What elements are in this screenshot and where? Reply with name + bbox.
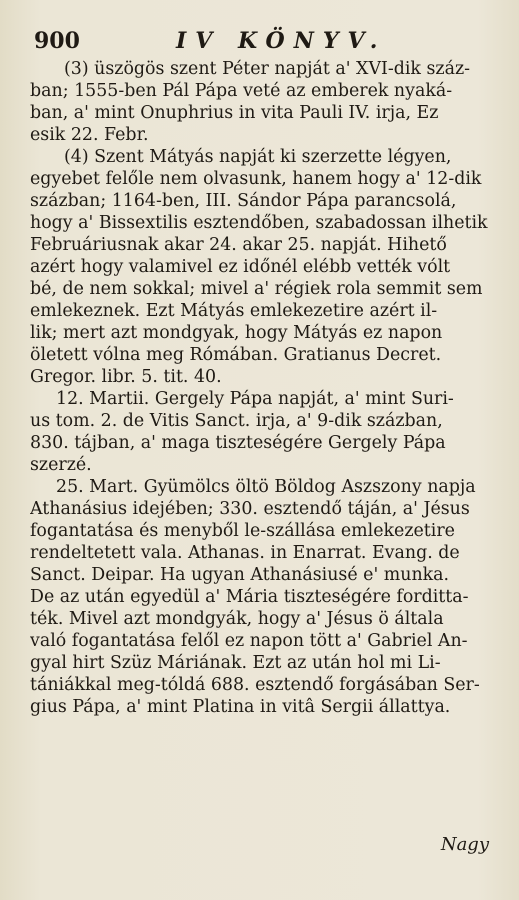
text-line: Athanásius idejében; 330. esztendő táján, a' Jésus xyxy=(30,499,470,519)
text-line: százban; 1164-ben, III. Sándor Pápa parancsolá, xyxy=(30,191,457,211)
text-line: emlekeznek. Ezt Mátyás emlekezetire azért il- xyxy=(30,301,438,321)
text-line: öletett vólna meg Rómában. Gratianus Decret. xyxy=(30,345,442,365)
text-line: tániákkal meg-tóldá 688. esztendő forgásában Ser- xyxy=(30,675,480,695)
text-line: 25. Mart. Gyümölcs öltö Böldog Aszszony napja xyxy=(56,477,476,497)
text-line: gius Pápa, a' mint Platina in vitâ Sergii állattya. xyxy=(30,697,451,717)
text-line: hogy a' Bissextilis esztendőben, szabadossan ilhetik xyxy=(30,213,488,233)
text-line: ték. Mivel azt mondgyák, hogy a' Jésus ö általa xyxy=(30,609,444,629)
text-line: De az után egyedül a' Mária tiszteségére forditta- xyxy=(30,587,469,607)
page-header xyxy=(34,28,489,56)
text-line: bé, de nem sokkal; mivel a' régiek rola semmit sem xyxy=(30,279,483,299)
text-line: (3) üszögös szent Péter napját a' XVI-dik száz- xyxy=(64,59,470,79)
body-text xyxy=(30,58,498,718)
text-line: Gregor. libr. 5. tit. 40. xyxy=(30,367,222,387)
text-line: us tom. 2. de Vitis Sanct. irja, a' 9-dik százban, xyxy=(30,411,443,431)
text-line: ban; 1555-ben Pál Pápa veté az emberek nyaká- xyxy=(30,81,453,101)
text-line: gyal hirt Szüz Máriának. Ezt az után hol mi Li- xyxy=(30,653,441,673)
text-line: esik 22. Febr. xyxy=(30,125,149,145)
text-line: (4) Szent Mátyás napját ki szerzette légyen, xyxy=(64,147,452,167)
running-head: IV KÖNYV. xyxy=(176,28,387,54)
text-line: Februáriusnak akar 24. akar 25. napját. Hihető xyxy=(30,235,447,255)
text-line: fogantatása és menyből le-szállása emlekezetire xyxy=(30,521,455,541)
text-line: 830. tájban, a' maga tiszteségére Gergely Pápa xyxy=(30,433,446,453)
text-line: azért hogy valamivel ez időnél elébb vették vólt xyxy=(30,257,451,277)
text-line: ban, a' mint Onuphrius in vita Pauli IV. irja, Ez xyxy=(30,103,439,123)
text-line: Sanct. Deipar. Ha ugyan Athanásiusé e' munka. xyxy=(30,565,450,585)
catchword: Nagy xyxy=(440,834,489,855)
text-line: 12. Martii. Gergely Pápa napját, a' mint Suri- xyxy=(56,389,454,409)
text-line: való fogantatása felől ez napon tött a' Gabriel An- xyxy=(30,631,468,651)
text-line: lik; mert azt mondgyak, hogy Mátyás ez napon xyxy=(30,323,443,343)
text-line: egyebet felőle nem olvasunk, hanem hogy a' 12-dik xyxy=(30,169,482,189)
page-number: 900 xyxy=(34,28,80,54)
text-line: szerzé. xyxy=(30,455,92,475)
text-line: rendeltetett vala. Athanas. in Enarrat. Evang. de xyxy=(30,543,460,563)
